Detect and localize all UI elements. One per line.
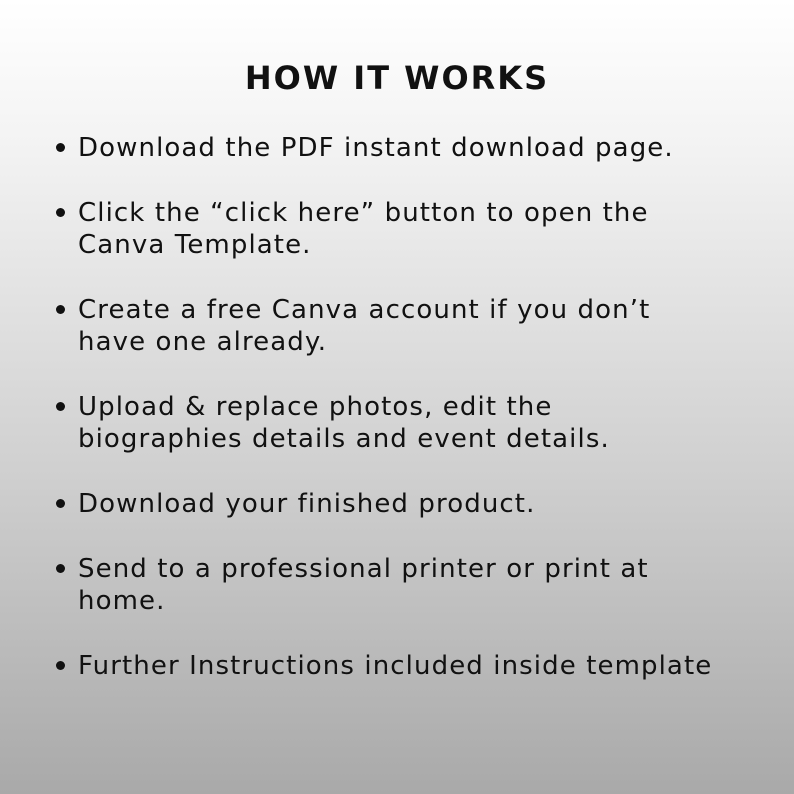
bullet-icon	[56, 143, 65, 152]
step-item-print	[52, 553, 782, 617]
step-item-download-pdf	[52, 132, 782, 164]
bullet-icon	[56, 661, 65, 670]
step-line: home.	[78, 586, 166, 616]
step-item-edit-details	[52, 391, 782, 455]
step-line: Click the “click here” button to open the	[78, 198, 649, 228]
step-line: Further Instructions included inside template	[78, 651, 713, 681]
step-item-download-product	[52, 488, 782, 520]
step-item-create-account	[52, 294, 782, 358]
page-title: HOW IT WORKS	[244, 59, 550, 97]
step-line: biographies details and event details.	[78, 424, 610, 454]
bullet-icon	[56, 305, 65, 314]
steps-list	[52, 132, 782, 715]
step-line: Download your finished product.	[78, 489, 536, 519]
step-line: Create a free Canva account if you don’t	[78, 295, 651, 325]
step-line: Download the PDF instant download page.	[78, 133, 674, 163]
step-line: have one already.	[78, 327, 328, 357]
bullet-icon	[56, 564, 65, 573]
step-line: Upload & replace photos, edit the	[78, 392, 553, 422]
step-item-open-template	[52, 197, 782, 261]
bullet-icon	[56, 208, 65, 217]
step-line: Canva Template.	[78, 230, 312, 260]
step-line: Send to a professional printer or print at	[78, 554, 649, 584]
step-item-further-instructions	[52, 650, 782, 682]
bullet-icon	[56, 402, 65, 411]
bullet-icon	[56, 499, 65, 508]
